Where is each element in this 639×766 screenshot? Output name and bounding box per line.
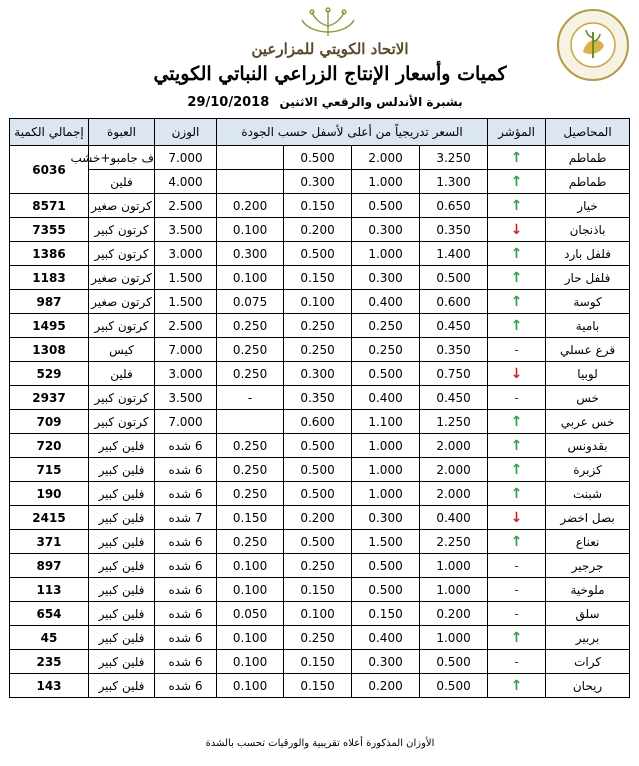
price-cell: 0.500 [284,434,352,458]
product-cell: لوبيا [546,362,630,386]
price-cell: 0.075 [217,290,284,314]
price-cell: 0.250 [352,338,420,362]
indicator-cell [488,338,546,362]
price-cell: 0.650 [420,194,488,218]
price-cell: 0.150 [352,602,420,626]
product-cell: باذنجان [546,218,630,242]
price-cell: 0.300 [352,218,420,242]
price-cell: 1.000 [352,434,420,458]
price-cell: 0.750 [420,362,488,386]
indicator-cell [488,482,546,506]
package-cell: كيس [89,338,155,362]
table-row [10,578,630,602]
table-row [10,530,630,554]
price-cell: 0.250 [217,458,284,482]
price-cell: 0.500 [420,266,488,290]
product-cell: خس [546,386,630,410]
product-cell: سلق [546,602,630,626]
product-cell: نعناع [546,530,630,554]
price-cell: 0.500 [352,194,420,218]
down-arrow-icon: ↓ [510,221,523,238]
package-cell: فلين كبير [89,674,155,698]
price-cell: 0.150 [284,674,352,698]
product-cell: كوسة [546,290,630,314]
up-arrow-icon: ↑ [510,293,523,310]
weight-cell: 6 شده [155,674,217,698]
indicator-cell [488,146,546,170]
indicator-cell [488,386,546,410]
total-qty-cell: 371 [10,530,89,554]
product-cell: بامية [546,314,630,338]
package-cell: فلين كبير [89,650,155,674]
price-cell: 0.150 [284,650,352,674]
price-cell: 0.300 [352,650,420,674]
table-row [10,410,630,434]
up-arrow-icon: ↑ [510,245,523,262]
package-cell: فلين كبير [89,530,155,554]
weight-cell: 1.500 [155,266,217,290]
col-package: العبوة [89,119,155,146]
price-cell: 0.100 [217,674,284,698]
indicator-cell [488,674,546,698]
package-cell: كرتون كبير [89,314,155,338]
indicator-cell [488,626,546,650]
weight-cell: 3.000 [155,242,217,266]
product-cell: بصل اخضر [546,506,630,530]
product-cell: شبنت [546,482,630,506]
price-cell: 0.400 [352,386,420,410]
up-arrow-icon: ↑ [510,413,523,430]
col-total-qty: إجمالي الكمية [10,119,89,146]
package-cell: فلين كبير [89,578,155,602]
price-cell: 0.350 [284,386,352,410]
product-cell: خيار [546,194,630,218]
price-cell: 1.100 [352,410,420,434]
page-title: كميات وأسعار الإنتاج الزراعي النباتي الكويتي [153,63,507,85]
indicator-cell [488,266,546,290]
total-qty-cell: 45 [10,626,89,650]
dash-icon: - [514,558,519,573]
product-cell: ملوخية [546,578,630,602]
indicator-cell [488,650,546,674]
table-row [10,218,630,242]
col-weight: الوزن [155,119,217,146]
down-arrow-icon: ↓ [510,509,523,526]
col-indicator: المؤشر [488,119,546,146]
up-arrow-icon: ↑ [510,533,523,550]
down-arrow-icon: ↓ [510,365,523,382]
package-cell: ف جامبو+خشب [89,146,155,170]
weight-cell: 6 شده [155,554,217,578]
price-cell: 0.500 [420,674,488,698]
total-qty-cell: 720 [10,434,89,458]
package-cell: كرتون كبير [89,386,155,410]
indicator-cell [488,194,546,218]
indicator-cell [488,410,546,434]
price-cell: 0.150 [217,506,284,530]
table-row [10,554,630,578]
price-cell: 0.100 [217,554,284,578]
price-cell: 1.000 [420,626,488,650]
table-row [10,338,630,362]
table-row [10,290,630,314]
price-cell: 0.100 [284,290,352,314]
package-cell: فلين كبير [89,602,155,626]
price-cell: 0.250 [352,314,420,338]
price-cell: 3.250 [420,146,488,170]
package-cell: فلين كبير [89,458,155,482]
product-cell: جرجير [546,554,630,578]
total-qty-cell: 113 [10,578,89,602]
weight-cell: 6 شده [155,434,217,458]
total-qty-cell: 7355 [10,218,89,242]
price-cell: 0.200 [217,194,284,218]
indicator-cell [488,506,546,530]
total-qty-cell: 1183 [10,266,89,290]
price-cell [217,410,284,434]
indicator-cell [488,170,546,194]
weight-cell: 1.500 [155,290,217,314]
price-cell: 0.250 [217,314,284,338]
indicator-cell [488,554,546,578]
price-cell: 0.100 [217,266,284,290]
table-row [10,626,630,650]
table-row [10,506,630,530]
dash-icon: - [514,654,519,669]
up-arrow-icon: ↑ [510,461,523,478]
weight-cell: 6 شده [155,626,217,650]
dash-icon: - [514,606,519,621]
product-cell: قرع عسلي [546,338,630,362]
up-arrow-icon: ↑ [510,317,523,334]
indicator-cell [488,434,546,458]
weight-cell: 2.500 [155,194,217,218]
weight-cell: 7.000 [155,410,217,434]
price-cell: 0.300 [284,170,352,194]
package-cell: فلين [89,170,155,194]
price-cell: 0.250 [217,434,284,458]
product-cell: خس عربي [546,410,630,434]
total-qty-cell: 1308 [10,338,89,362]
indicator-cell [488,218,546,242]
up-arrow-icon: ↑ [510,269,523,286]
total-qty-cell: 654 [10,602,89,626]
product-cell: فلفل بارد [546,242,630,266]
dash-icon: - [514,342,519,357]
price-cell: 2.000 [420,434,488,458]
price-cell [217,170,284,194]
indicator-cell [488,314,546,338]
price-cell: 0.300 [217,242,284,266]
price-cell: 0.500 [284,482,352,506]
weight-cell: 6 شده [155,602,217,626]
col-price: السعر تدريجياً من أعلى لأسفل حسب الجودة [217,119,488,146]
indicator-cell [488,602,546,626]
price-cell: 0.100 [217,650,284,674]
product-cell: كزبرة [546,458,630,482]
table-row [10,650,630,674]
weight-cell: 3.500 [155,386,217,410]
table-row [10,482,630,506]
package-cell: كرتون كبير [89,242,155,266]
price-cell: 1.000 [352,170,420,194]
product-cell: طماطم [546,146,630,170]
weight-cell: 7.000 [155,146,217,170]
price-cell: - [217,386,284,410]
package-cell: فلين كبير [89,554,155,578]
weight-cell: 6 شده [155,578,217,602]
table-row [10,242,630,266]
price-cell: 1.400 [420,242,488,266]
price-cell: 0.500 [420,650,488,674]
product-cell: كرات [546,650,630,674]
weight-cell: 6 شده [155,530,217,554]
total-qty-cell: 2937 [10,386,89,410]
package-cell: كرتون صغير [89,290,155,314]
package-cell: فلين كبير [89,482,155,506]
price-cell [217,146,284,170]
price-cell: 2.000 [352,146,420,170]
price-cell: 0.500 [352,578,420,602]
weight-cell: 3.500 [155,218,217,242]
up-arrow-icon: ↑ [510,149,523,166]
price-cell: 0.250 [284,314,352,338]
subtitle [170,95,480,110]
price-cell: 1.000 [420,578,488,602]
header [0,0,639,118]
table-row [10,434,630,458]
price-cell: 0.400 [420,506,488,530]
market-location: بشبرة الأندلس والرقعي الاثنين [279,95,463,109]
dash-icon: - [514,582,519,597]
price-cell: 0.250 [217,530,284,554]
total-qty-cell: 2415 [10,506,89,530]
weight-cell: 6 شده [155,458,217,482]
total-qty-cell: 529 [10,362,89,386]
total-qty-cell: 8571 [10,194,89,218]
price-cell: 0.150 [284,578,352,602]
indicator-cell [488,290,546,314]
table-row [10,386,630,410]
price-cell: 0.300 [284,362,352,386]
price-cell: 0.250 [284,338,352,362]
table-row [10,314,630,338]
price-cell: 0.200 [352,674,420,698]
price-cell: 1.000 [352,458,420,482]
indicator-cell [488,578,546,602]
total-qty-cell: 190 [10,482,89,506]
col-product: المحاصيل [546,119,630,146]
indicator-cell [488,362,546,386]
price-cell: 0.400 [352,626,420,650]
table-row [10,674,630,698]
organization-name: الاتحاد الكويتي للمزارعين [251,40,409,58]
up-arrow-icon: ↑ [510,197,523,214]
table-row [10,170,630,194]
price-cell: 0.300 [352,506,420,530]
price-cell: 2.250 [420,530,488,554]
price-cell: 0.150 [284,266,352,290]
price-cell: 0.350 [420,338,488,362]
price-cell: 2.000 [420,482,488,506]
price-cell: 0.250 [217,338,284,362]
up-arrow-icon: ↑ [510,677,523,694]
price-cell: 0.250 [284,626,352,650]
price-cell: 1.300 [420,170,488,194]
price-cell: 0.600 [420,290,488,314]
price-cell: 1.000 [420,554,488,578]
price-cell: 0.100 [217,578,284,602]
total-qty-cell: 6036 [10,146,89,194]
price-cell: 0.500 [352,554,420,578]
price-cell: 1.500 [352,530,420,554]
price-cell: 0.450 [420,314,488,338]
package-cell: فلين كبير [89,434,155,458]
price-cell: 0.500 [284,458,352,482]
package-cell: فلين كبير [89,626,155,650]
indicator-cell [488,530,546,554]
weight-cell: 6 شده [155,482,217,506]
weight-cell: 7 شده [155,506,217,530]
table-row [10,266,630,290]
price-cell: 0.250 [284,554,352,578]
price-cell: 0.500 [284,242,352,266]
price-cell: 0.600 [284,410,352,434]
up-arrow-icon: ↑ [510,485,523,502]
total-qty-cell: 1386 [10,242,89,266]
total-qty-cell: 987 [10,290,89,314]
total-qty-cell: 143 [10,674,89,698]
price-cell: 2.000 [420,458,488,482]
weight-cell: 6 شده [155,650,217,674]
weight-cell: 3.000 [155,362,217,386]
header-row [10,119,630,146]
package-cell: كرتون صغير [89,266,155,290]
price-cell: 0.150 [284,194,352,218]
total-qty-cell: 235 [10,650,89,674]
price-cell: 1.000 [352,482,420,506]
total-qty-cell: 897 [10,554,89,578]
weight-cell: 7.000 [155,338,217,362]
footer-note: الأوزان المذكورة أعلاه تقريبية والورقيات تحسب بالشدة [205,738,435,749]
price-cell: 0.200 [420,602,488,626]
price-cell: 0.350 [420,218,488,242]
price-cell: 1.250 [420,410,488,434]
federation-logo-icon [556,8,630,82]
price-cell: 0.500 [284,530,352,554]
price-cell: 0.300 [352,266,420,290]
product-cell: فلفل حار [546,266,630,290]
price-cell: 0.100 [284,602,352,626]
price-cell: 0.250 [217,362,284,386]
weight-cell: 4.000 [155,170,217,194]
package-cell: كرتون كبير [89,218,155,242]
up-arrow-icon: ↑ [510,173,523,190]
table-row [10,602,630,626]
price-cell: 1.000 [352,242,420,266]
prices-table [9,118,630,698]
package-cell: كرتون كبير [89,410,155,434]
product-cell: طماطم [546,170,630,194]
total-qty-cell: 709 [10,410,89,434]
weight-cell: 2.500 [155,314,217,338]
floral-ornament-icon [298,6,358,38]
price-cell: 0.200 [284,218,352,242]
package-cell: كرتون صغير [89,194,155,218]
indicator-cell [488,458,546,482]
price-cell: 0.500 [284,146,352,170]
up-arrow-icon: ↑ [510,437,523,454]
up-arrow-icon: ↑ [510,629,523,646]
table-row [10,194,630,218]
price-cell: 0.450 [420,386,488,410]
price-cell: 0.200 [284,506,352,530]
report-date: 29/10/2018 [187,95,270,110]
price-cell: 0.100 [217,218,284,242]
dash-icon: - [514,390,519,405]
product-cell: بقدونس [546,434,630,458]
price-cell: 0.250 [217,482,284,506]
table-row [10,362,630,386]
total-qty-cell: 715 [10,458,89,482]
price-cell: 0.050 [217,602,284,626]
indicator-cell [488,242,546,266]
price-cell: 0.500 [352,362,420,386]
package-cell: فلين كبير [89,506,155,530]
total-qty-cell: 1495 [10,314,89,338]
table-row [10,146,630,170]
product-cell: ريحان [546,674,630,698]
package-cell: فلين [89,362,155,386]
price-cell: 0.400 [352,290,420,314]
product-cell: بربير [546,626,630,650]
price-cell: 0.100 [217,626,284,650]
table-row [10,458,630,482]
